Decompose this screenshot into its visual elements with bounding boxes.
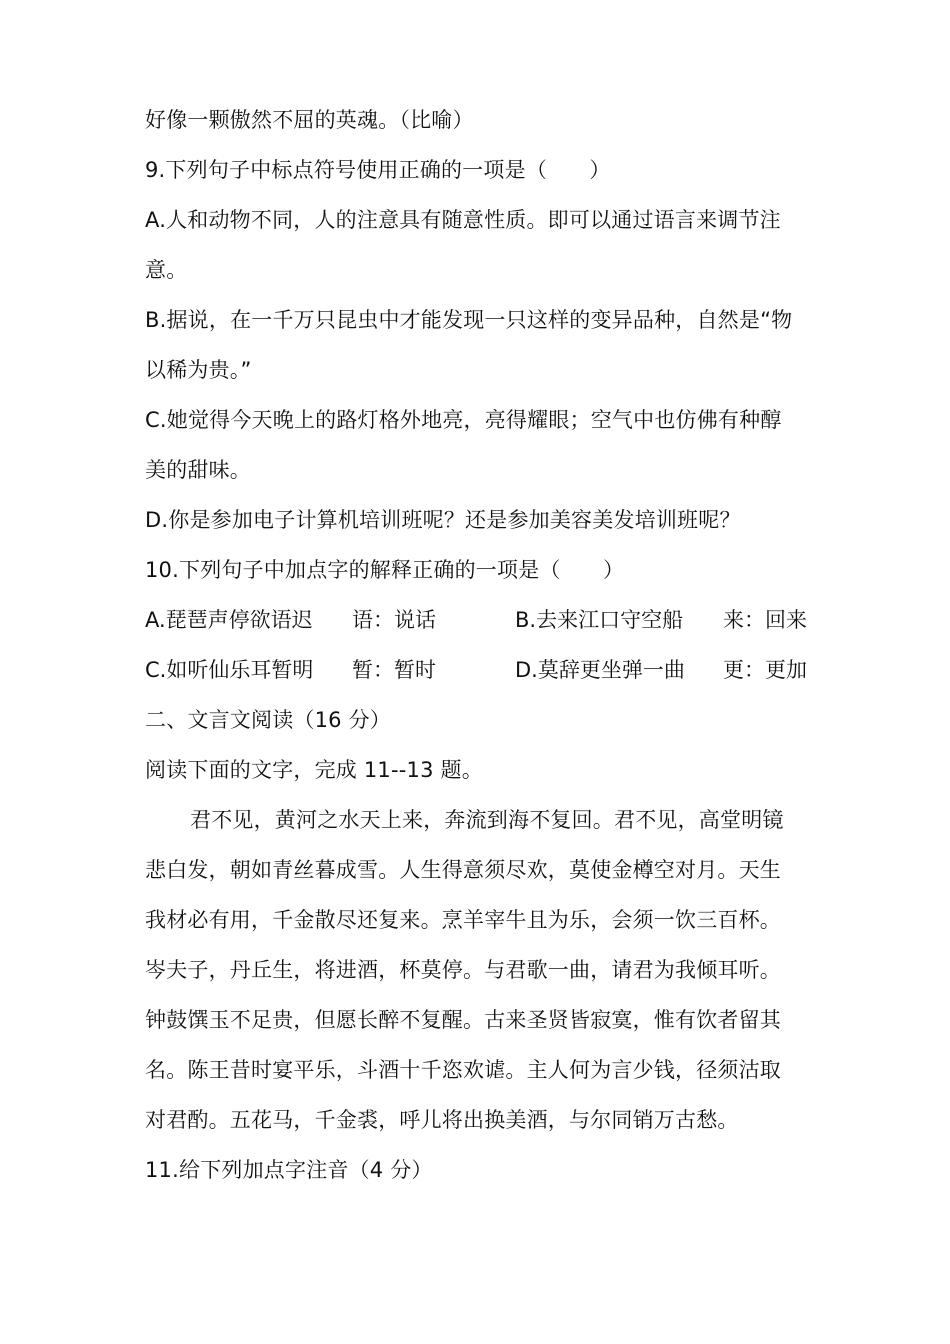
question-9-option-a-cont: 意。 (145, 258, 188, 282)
question-10-title: 10.下列句子中加点字的解释正确的一项是（ ） (145, 558, 625, 582)
question-10-option-c-sentence: C.如听仙乐耳暂明 (145, 658, 314, 682)
passage-line-4: 岑夫子，丹丘生，将进酒，杯莫停。与君歌一曲，请君为我倾耳听。 (145, 958, 781, 982)
question-9-option-d: D.你是参加电子计算机培训班呢？还是参加美容美发培训班呢？ (145, 508, 741, 532)
passage-line-6: 名。陈王昔时宴平乐，斗酒十千恣欢谑。主人何为言少钱，径须沽取 (145, 1058, 781, 1082)
passage-line-2: 悲白发，朝如青丝暮成雪。人生得意须尽欢，莫使金樽空对月。天生 (145, 858, 781, 882)
section-2-heading: 二、文言文阅读（16 分） (145, 708, 391, 732)
question-10-option-b-meaning: 来：回来 (723, 608, 807, 632)
passage-line-3: 我材必有用，千金散尽还复来。烹羊宰牛且为乐，会须一饮三百杯。 (145, 908, 781, 932)
question-9-option-b-cont: 以稀为贵。” (145, 358, 252, 382)
question-9-title: 9.下列句子中标点符号使用正确的一项是（ ） (145, 158, 611, 182)
question-9-option-a: A.人和动物不同，人的注意具有随意性质。即可以通过语言来调节注 (145, 208, 781, 232)
question-10-option-c-meaning: 暂：暂时 (352, 658, 436, 682)
question-10-option-a-meaning: 语：说话 (352, 608, 436, 632)
passage-line-7: 对君酌。五花马，千金裘，呼儿将出换美酒，与尔同销万古愁。 (145, 1108, 739, 1132)
passage-line-5: 钟鼓馔玉不足贵，但愿长醉不复醒。古来圣贤皆寂寞，惟有饮者留其 (145, 1008, 781, 1032)
question-10-option-b-sentence: B.去来江口守空船 (515, 608, 684, 632)
reading-instruction: 阅读下面的文字，完成 11--13 题。 (145, 758, 483, 782)
question-10-option-a-sentence: A.琵琶声停欲语迟 (145, 608, 313, 632)
question-10-option-d-sentence: D.莫辞更坐弹一曲 (515, 658, 685, 682)
question-9-option-b: B.据说，在一千万只昆虫中才能发现一只这样的变异品种，自然是“物 (145, 308, 793, 332)
text-line-metaphor-answer: 好像一颗傲然不屈的英魂。（比喻） (145, 108, 474, 132)
passage-line-1: 君不见，黄河之水天上来，奔流到海不复回。君不见，高堂明镜 (190, 808, 784, 832)
question-11-title: 11.给下列加点字注音（4 分） (145, 1158, 433, 1182)
question-9-option-c: C.她觉得今天晚上的路灯格外地亮，亮得耀眼；空气中也仿佛有种醇 (145, 408, 782, 432)
question-9-option-c-cont: 美的甜味。 (145, 458, 251, 482)
question-10-option-d-meaning: 更：更加 (723, 658, 807, 682)
